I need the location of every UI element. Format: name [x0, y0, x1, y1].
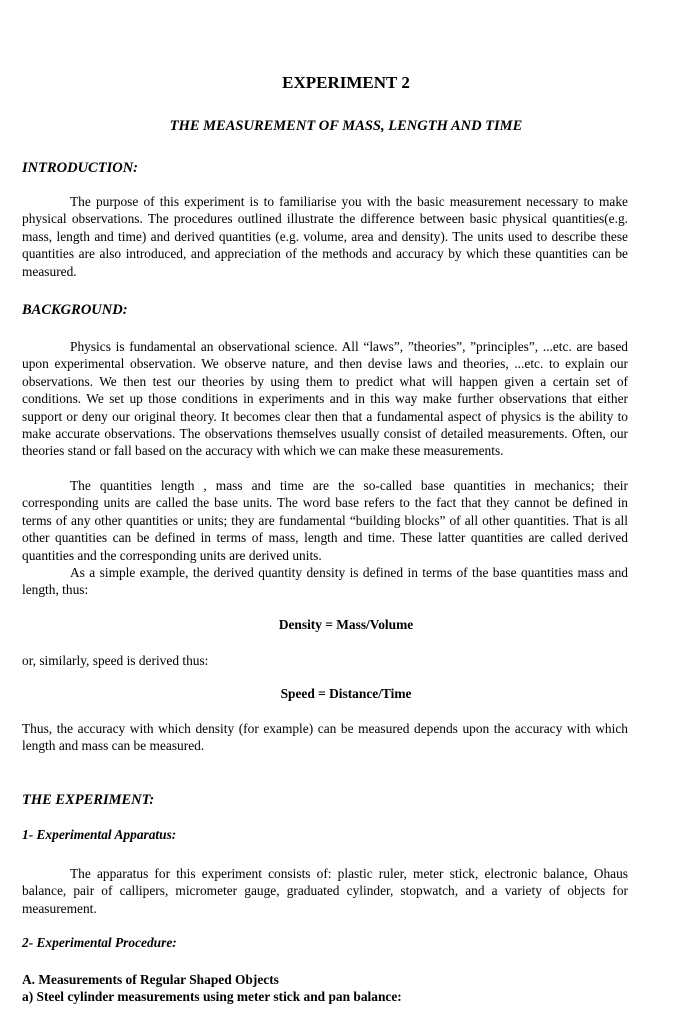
background-paragraph-1 — [22, 338, 628, 460]
apparatus-heading: 1- Experimental Apparatus: — [22, 827, 177, 842]
introduction-text: The purpose of this experiment is to familiarise you with the basic measurement necessary to make physical observations. The procedures outlined illustrate the difference between basic physical quantities(e.g. mass, length and time) and derived quantities (e.g. volume, area and density). The units used to describe these quantities are also introduced, and appreciation of the methods and accuracy by which these quantities can be measured. — [22, 194, 628, 279]
procedure-heading: 2- Experimental Procedure: — [22, 935, 177, 950]
background-text-1: Physics is fundamental an observational science. All “laws”, ”theories”, ”principles”, ...etc. are based upon experimental observation. We observe nature, and then devise laws and theories, ...etc. to explain our observations. We then test our theories by using them to predict what will happen given a certain set of conditions. We set up those conditions in experiments and in this way make further observations that either support or deny our original theory. It becomes clear then that a fundamental aspect of physics is the ability to make accurate observations. The observations themselves usually consist of detailed measurements. Often, our theories stand or fall based on the accuracy with which we can make these measurements. — [22, 339, 628, 459]
apparatus-paragraph — [22, 865, 628, 917]
background-paragraph-5: Thus, the accuracy with which density (for example) can be measured depends upon the accuracy with which length and mass can be measured. — [22, 721, 628, 754]
background-paragraph-4: or, similarly, speed is derived thus: — [22, 653, 209, 668]
background-text-2: The quantities length , mass and time are the so-called base quantities in mechanics; their corresponding units are called the base units. The word base refers to the fact that they cannot be defined in terms of any other quantities or units; they are fundamental “building blocks” of all other quantities. That is all other quantities can be defined in terms of mass, length and time. These latter quantities are called derived quantities and the corresponding units are derived units. — [22, 478, 628, 563]
speed-equation: Speed = Distance/Time — [280, 686, 412, 701]
apparatus-text: The apparatus for this experiment consists of: plastic ruler, meter stick, electronic balance, Ohaus balance, pair of callipers, micrometer gauge, graduated cylinder, stopwatch, and a variety of objects for measurement. — [22, 866, 628, 916]
introduction-heading: INTRODUCTION: — [22, 160, 138, 176]
background-paragraph-3 — [22, 564, 628, 599]
experiment-heading: THE EXPERIMENT: — [22, 792, 155, 808]
page-subtitle: THE MEASUREMENT OF MASS, LENGTH AND TIME — [169, 118, 523, 134]
background-paragraph-2 — [22, 477, 628, 564]
page-title: EXPERIMENT 2 — [282, 73, 410, 92]
background-text-3: As a simple example, the derived quantity density is defined in terms of the base quantities mass and length, thus: — [22, 565, 628, 598]
section-a-subheading: a) Steel cylinder measurements using meter stick and pan balance: — [22, 989, 402, 1004]
section-a-heading: A. Measurements of Regular Shaped Objects — [22, 972, 279, 987]
introduction-paragraph — [22, 193, 628, 280]
density-equation: Density = Mass/Volume — [278, 617, 414, 632]
background-heading: BACKGROUND: — [22, 302, 128, 318]
